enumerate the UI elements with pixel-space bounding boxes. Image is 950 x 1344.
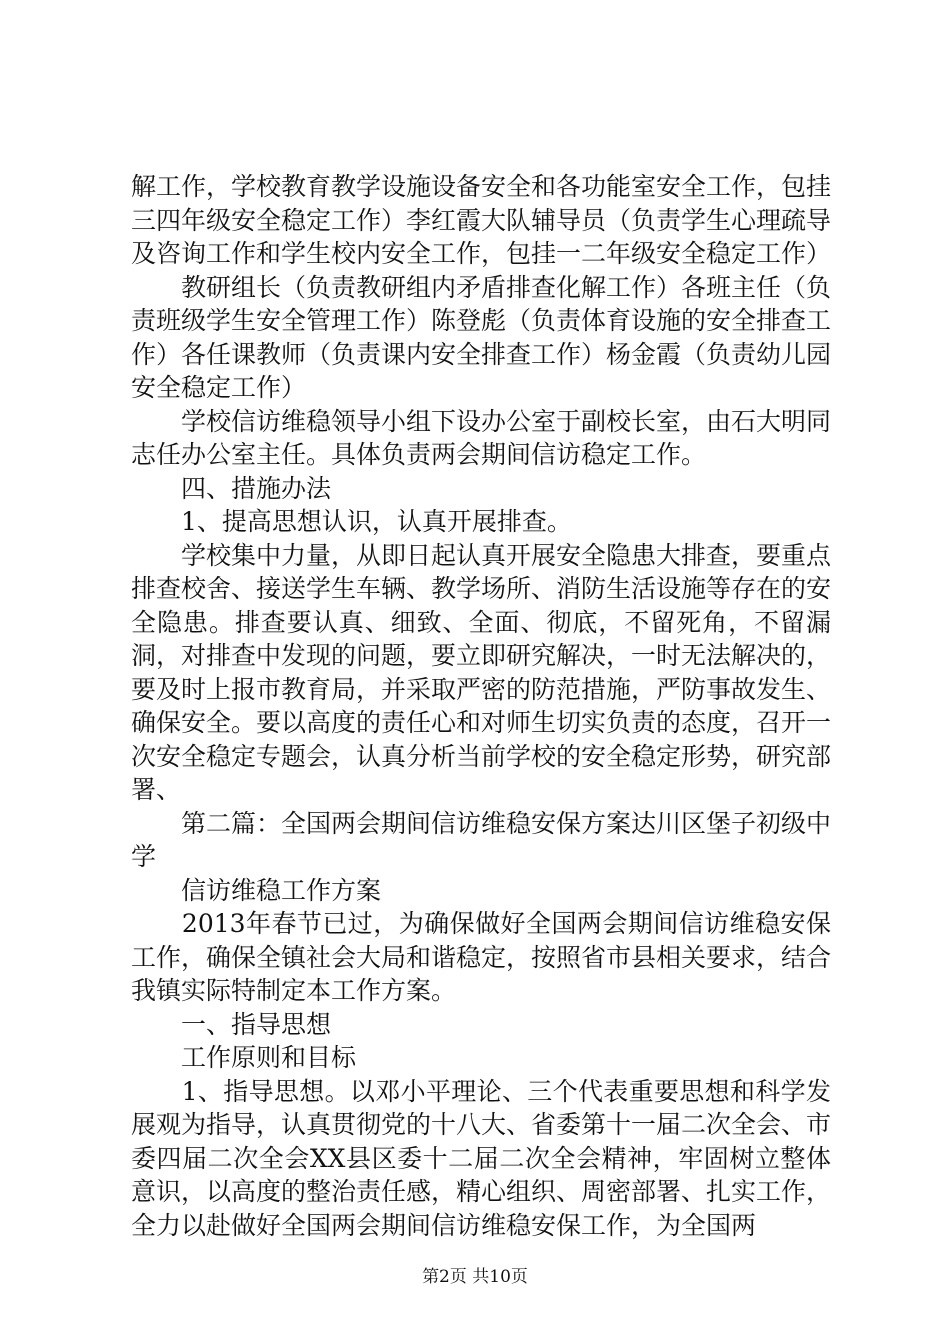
section-heading: 信访维稳工作方案 xyxy=(131,875,382,905)
section-heading: 第二篇：全国两会期间信访维稳安保方案达川区堡子初级中学 xyxy=(131,808,832,871)
paragraph: 解工作，学校教育教学设施设备安全和各功能室安全工作，包挂三四年级安全稳定工作）李红霞大队辅导员（负责学生心理疏导及咨询工作和学生校内安全工作，包挂一二年级安全稳定工作） xyxy=(131,172,832,268)
paragraph: 2013年春节已过，为确保做好全国两会期间信访维稳安保工作，确保全镇社会大局和谐稳定，按照省市县相关要求，结合我镇实际特制定本工作方案。 xyxy=(131,909,832,1005)
section-heading: 四、措施办法 xyxy=(131,473,332,503)
paragraph: 学校信访维稳领导小组下设办公室于副校长室，由石大明同志任办公室主任。具体负责两会期间信访稳定工作。 xyxy=(131,406,832,469)
paragraph: 学校集中力量，从即日起认真开展安全隐患大排查，要重点排查校舍、接送学生车辆、教学场所、消防生活设施等存在的安全隐患。排查要认真、细致、全面、彻底，不留死角，不留漏洞，对排查中发现的问题，要立即研究解决，一时无法解决的，要及时上报市教育局，并采取严密的防范措施，严防事故发生、确保安全。要以高度的责任心和对师生切实负责的态度，召开一次安全稳定专题会，认真分析当前学校的安全稳定形势，研究部署、 xyxy=(131,540,832,804)
paragraph: 教研组长（负责教研组内矛盾排查化解工作）各班主任（负责班级学生安全管理工作）陈登彪（负责体育设施的安全排查工作）各任课教师（负责课内安全排查工作）杨金霞（负责幼儿园安全稳定工作） xyxy=(131,272,832,402)
section-heading: 一、指导思想 xyxy=(131,1009,332,1039)
section-heading: 工作原则和目标 xyxy=(131,1043,357,1072)
paragraph: 1、提高思想认识，认真开展排查。 xyxy=(131,507,572,536)
document-body xyxy=(131,170,831,1242)
paragraph: 1、指导思想。以邓小平理论、三个代表重要思想和科学发展观为指导，认真贯彻党的十八大、省委第十一届二次全会、市委四届二次全会XX县区委十二届二次全会精神，牢固树立整体意识，以高度的整治责任感，精心组织、周密部署、扎实工作，全力以赴做好全国两会期间信访维稳安保工作，为全国两 xyxy=(131,1076,832,1240)
page-number-footer: 第2页 共10页 xyxy=(422,1267,528,1287)
